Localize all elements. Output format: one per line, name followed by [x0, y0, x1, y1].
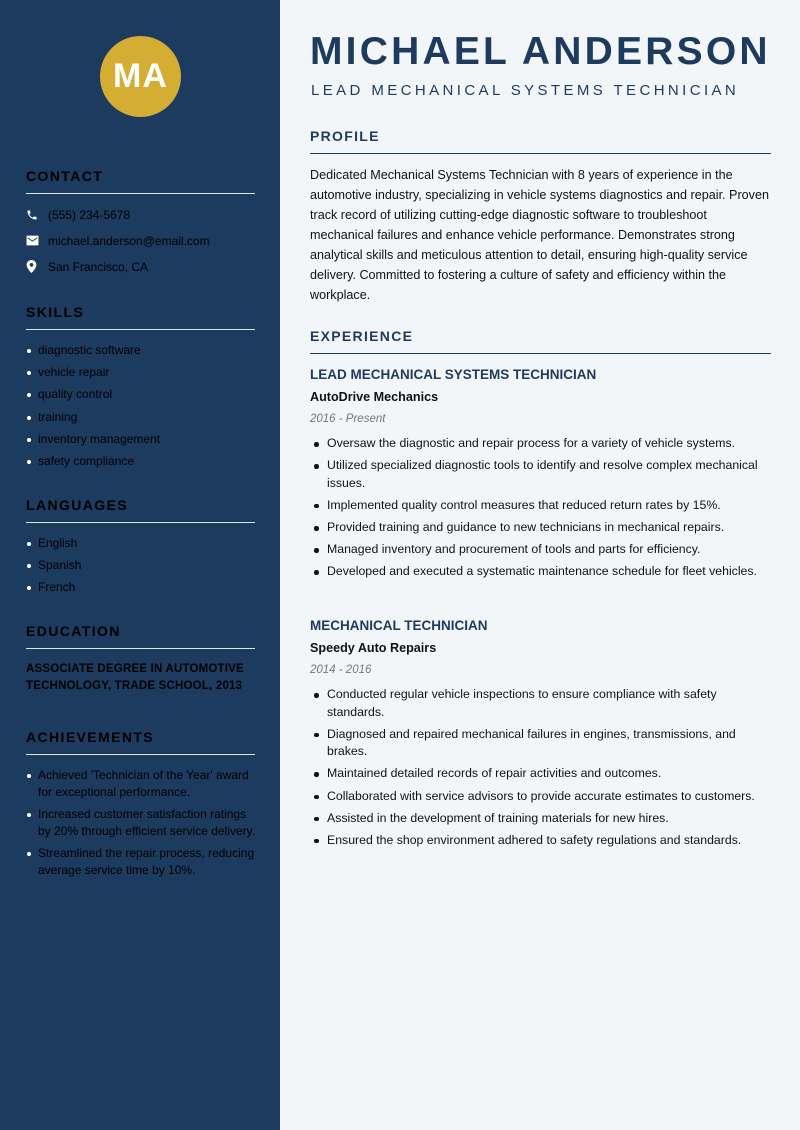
profile-heading: PROFILE — [310, 128, 771, 154]
list-item: Spanish — [26, 557, 255, 574]
list-item: training — [26, 409, 255, 426]
list-item: English — [26, 535, 255, 552]
list-item: Assisted in the development of training materials for new hires. — [310, 810, 771, 828]
job-title: MECHANICAL TECHNICIAN — [310, 618, 488, 633]
languages-section — [26, 497, 255, 602]
job-title: LEAD MECHANICAL SYSTEMS TECHNICIAN — [310, 367, 597, 382]
job-entry — [310, 366, 771, 586]
contact-email-text[interactable]: michael.anderson@email.com — [48, 233, 210, 248]
job-entry — [310, 617, 771, 854]
list-item: Conducted regular vehicle inspections to ensure compliance with safety standards. — [310, 686, 771, 721]
skills-list — [26, 342, 255, 470]
skills-heading: SKILLS — [26, 304, 255, 330]
job-company: Speedy Auto Repairs — [310, 641, 437, 655]
candidate-name: MICHAEL ANDERSON — [310, 30, 771, 73]
contact-section — [26, 168, 255, 275]
list-item: Utilized specialized diagnostic tools to identify and resolve complex mechanical issues. — [310, 457, 771, 492]
list-item: Implemented quality control measures that reduced return rates by 15%. — [310, 497, 771, 515]
job-dates: 2014 - 2016 — [310, 664, 372, 676]
contact-location-text: San Francisco, CA — [48, 259, 149, 274]
list-item: Collaborated with service advisors to provide accurate estimates to customers. — [310, 788, 771, 806]
list-item: Ensured the shop environment adhered to safety regulations and standards. — [310, 832, 771, 850]
list-item: Diagnosed and repaired mechanical failures in engines, transmissions, and brakes. — [310, 726, 771, 761]
profile-section — [310, 128, 771, 305]
list-item: French — [26, 579, 255, 596]
contact-phone — [26, 206, 255, 223]
profile-summary: Dedicated Mechanical Systems Technician with 8 years of experience in the automotive industry, specializing in vehicle systems diagnostics and repair. Proven track record of utilizing cutting-edge diagnostic software to troubleshoot mechanical failures and enhance vehicle performance. Demonstrates strong analytical skills and meticulous attention to detail, ensuring high-quality service delivery. Committed to fostering a culture of safety and efficiency within the workplace. — [310, 168, 769, 302]
education-section — [26, 623, 255, 695]
list-item: quality control — [26, 386, 255, 403]
languages-heading: LANGUAGES — [26, 497, 255, 523]
phone-icon — [26, 209, 48, 221]
list-item: diagnostic software — [26, 342, 255, 359]
skills-section — [26, 304, 255, 475]
candidate-title: LEAD MECHANICAL SYSTEMS TECHNICIAN — [311, 82, 740, 99]
email-icon — [26, 235, 48, 246]
list-item: Developed and executed a systematic maintenance schedule for fleet vehicles. — [310, 563, 771, 581]
list-item: Managed inventory and procurement of tools and parts for efficiency. — [310, 541, 771, 559]
list-item: safety compliance — [26, 453, 255, 470]
list-item: Oversaw the diagnostic and repair process for a variety of vehicle systems. — [310, 435, 771, 453]
list-item: Provided training and guidance to new technicians in mechanical repairs. — [310, 519, 771, 537]
list-item: Streamlined the repair process, reducing average service time by 10%. — [26, 845, 255, 879]
job-bullets — [310, 435, 771, 581]
experience-heading: EXPERIENCE — [310, 328, 771, 354]
list-item: Maintained detailed records of repair activities and outcomes. — [310, 765, 771, 783]
achievements-heading: ACHIEVEMENTS — [26, 729, 255, 755]
job-bullets — [310, 686, 771, 849]
list-item: Achieved 'Technician of the Year' award for exceptional performance. — [26, 767, 255, 801]
contact-email — [26, 232, 255, 249]
languages-list — [26, 535, 255, 596]
contact-heading: CONTACT — [26, 168, 255, 194]
education-entry: ASSOCIATE DEGREE IN AUTOMOTIVE TECHNOLOGY, TRADE SCHOOL, 2013 — [26, 663, 244, 692]
location-icon — [26, 260, 48, 273]
job-dates: 2016 - Present — [310, 413, 386, 425]
job-company: AutoDrive Mechanics — [310, 390, 439, 404]
avatar-initials: MA — [100, 36, 181, 117]
achievements-list — [26, 767, 255, 879]
experience-section — [310, 328, 771, 354]
list-item: vehicle repair — [26, 364, 255, 381]
contact-location — [26, 258, 255, 275]
achievements-section — [26, 729, 255, 885]
list-item: inventory management — [26, 431, 255, 448]
list-item: Increased customer satisfaction ratings by 20% through efficient service delivery. — [26, 806, 255, 840]
contact-phone-text[interactable]: (555) 234-5678 — [48, 207, 131, 222]
education-heading: EDUCATION — [26, 623, 255, 649]
